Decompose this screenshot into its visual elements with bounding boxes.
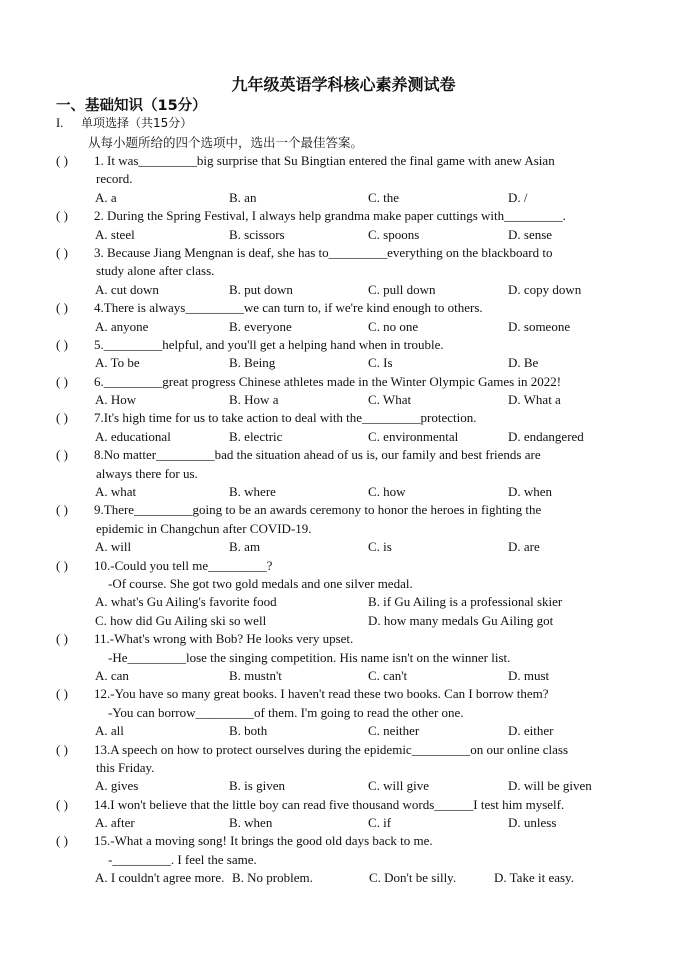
option-b: B. No problem. [232,870,313,886]
answer-blank[interactable]: ( ) [56,373,68,389]
option-c: C. how [368,484,406,500]
option-c: C. the [368,189,400,205]
question-stem: 8.No matter_________bad the situation ahead of us is, our family and best friends are [94,447,541,463]
option-c: C. environmental [368,428,459,444]
answer-blank[interactable]: ( ) [56,153,68,168]
option-c: C. no one [368,318,419,334]
question-7 [56,409,636,446]
question-11 [56,630,636,685]
option-d: D. What a [508,392,561,408]
option-c: C. can't [368,667,408,683]
option-b: B. when [229,815,273,831]
option-d: D. sense [508,226,553,242]
question-stem: 9.There_________going to be an awards ceremony to honor the heroes in fighting the [94,502,542,518]
question-3 [56,244,636,299]
options-row [56,189,636,207]
option-d: D. endangered [508,428,584,444]
answer-blank[interactable]: ( ) [56,208,68,224]
question-stem-continued: record. [96,171,133,187]
option-d: D. are [508,539,540,555]
question-stem: 5._________helpful, and you'll get a helping hand when in trouble. [94,336,444,352]
answer-blank[interactable]: ( ) [56,336,68,352]
question-stem: 13.A speech on how to protect ourselves during the epidemic_________on our online class [94,741,569,757]
dialogue-reply: -Of course. She got two gold medals and one silver medal. [108,575,413,591]
question-4 [56,299,636,336]
option-a: A. gives [95,778,139,794]
question-stem: 14.I won't believe that the little boy can read five thousand words______I test him myself. [94,796,565,812]
question-8 [56,446,636,501]
option-a: A. educational [95,428,171,444]
question-stem: 6._________great progress Chinese athletes made in the Winter Olympic Games in 2022! [94,373,562,389]
option-b: B. an [229,189,257,205]
question-10 [56,557,636,631]
options-row [56,722,636,740]
instruction-text: 从每小题所给的四个选项中，选出一个最佳答案。 [88,135,364,150]
option-c: C. if [368,815,392,831]
option-b: B. if Gu Ailing is a professional skier [368,594,563,610]
answer-blank[interactable]: ( ) [56,447,68,463]
option-a: A. anyone [95,318,149,334]
option-a: A. what's Gu Ailing's favorite food [95,594,277,610]
option-a: A. To be [95,355,140,371]
question-stem: 3. Because Jiang Mengnan is deaf, she has to_________everything on the blackboard to [94,244,553,260]
section-heading: 一、基础知识（15分） [56,98,207,114]
option-b: B. How a [229,392,279,408]
question-14 [56,796,636,833]
option-b: B. both [229,723,268,739]
option-d: D. unless [508,815,557,831]
answer-blank[interactable]: ( ) [56,244,68,260]
option-d: D. someone [508,318,571,334]
option-b: B. put down [229,281,293,297]
option-d: D. Be [508,355,539,371]
options-row [56,483,636,501]
option-c: C. is [368,539,392,555]
answer-blank[interactable]: ( ) [56,796,68,812]
option-b: B. Being [229,355,276,371]
option-a: A. cut down [95,281,159,297]
question-stem: 10.-Could you tell me_________? [94,557,273,573]
question-stem-continued: study alone after class. [96,263,215,279]
question-15 [56,832,636,887]
option-d: D. must [508,667,550,683]
question-13 [56,741,636,796]
question-9 [56,501,636,556]
option-b: B. where [229,484,276,500]
options-row [56,318,636,336]
option-c: C. What [368,392,412,408]
answer-blank[interactable]: ( ) [56,686,68,702]
option-c: C. how did Gu Ailing ski so well [95,612,267,628]
option-d: D. will be given [508,778,592,794]
question-5 [56,336,636,373]
options-row [56,281,636,299]
answer-blank[interactable]: ( ) [56,741,68,757]
options-row [56,226,636,244]
options-row [56,612,636,630]
option-c: C. spoons [368,226,420,242]
options-row [56,777,636,795]
subsection-number: I. [56,116,64,130]
question-stem: 15.-What a moving song! It brings the good old days back to me. [94,833,433,849]
subsection-heading [56,114,192,131]
dialogue-reply: -You can borrow_________of them. I'm going to read the other one. [108,704,464,720]
option-a: A. all [95,723,124,739]
option-a: A. steel [95,226,135,242]
option-b: B. scissors [229,226,285,242]
option-a: A. a [95,189,117,205]
options-row [56,869,636,887]
dialogue-reply: -_________. I feel the same. [108,851,257,867]
option-b: B. am [229,539,261,555]
option-d: D. copy down [508,281,582,297]
options-row [56,428,636,446]
option-b: B. everyone [229,318,292,334]
option-c: C. Don't be silly. [369,870,457,886]
option-a: A. after [95,815,135,831]
answer-blank[interactable]: ( ) [56,557,68,573]
question-stem-continued: this Friday. [96,759,155,775]
options-row [56,593,636,611]
question-stem: 7.It's high time for us to take action to deal with the_________protection. [94,410,477,426]
page-title: 九年级英语学科核心素养测试卷 [231,75,456,94]
question-6 [56,373,636,410]
options-row [56,814,636,832]
question-stem: 12.-You have so many great books. I haven't read these two books. Can I borrow them? [94,686,549,702]
option-d: D. how many medals Gu Ailing got [368,612,554,628]
option-b: B. electric [229,428,283,444]
option-d: D. Take it easy. [494,870,574,886]
question-1 [56,152,636,207]
options-row [56,667,636,685]
option-c: C. neither [368,723,420,739]
answer-blank[interactable]: ( ) [56,502,68,518]
option-d: D. when [508,484,553,500]
question-12 [56,685,636,740]
question-stem-continued: always there for us. [96,465,198,481]
question-stem: 4.There is always_________we can turn to, if we're kind enough to others. [94,300,483,316]
answer-blank[interactable]: ( ) [56,300,68,316]
option-a: A. I couldn't agree more. [95,870,225,886]
question-stem-continued: epidemic in Changchun after COVID-19. [96,520,312,536]
option-a: A. How [95,392,137,408]
option-a: A. can [95,667,129,683]
answer-blank[interactable]: ( ) [56,631,68,647]
option-a: A. what [95,484,137,500]
option-b: B. is given [229,778,285,794]
option-d: D. / [508,189,528,205]
question-list [56,152,636,888]
dialogue-reply: -He_________lose the singing competition. His name isn't on the winner list. [108,649,511,665]
question-2 [56,207,636,244]
answer-blank[interactable]: ( ) [56,833,68,849]
option-a: A. will [95,539,132,555]
option-c: C. Is [368,355,393,371]
question-stem: 11.-What's wrong with Bob? He looks very upset. [94,631,354,647]
subsection-label: 单项选择（共15分） [81,116,193,130]
option-c: C. pull down [368,281,436,297]
option-d: D. either [508,723,554,739]
question-stem: 1. It was_________big surprise that Su Bingtian entered the final game with anew Asian [94,153,555,168]
option-c: C. will give [368,778,430,794]
option-b: B. mustn't [229,667,282,683]
options-row [56,391,636,409]
options-row [56,538,636,556]
question-stem: 2. During the Spring Festival, I always help grandma make paper cuttings with_________. [94,208,566,224]
options-row [56,354,636,372]
answer-blank[interactable]: ( ) [56,410,68,426]
